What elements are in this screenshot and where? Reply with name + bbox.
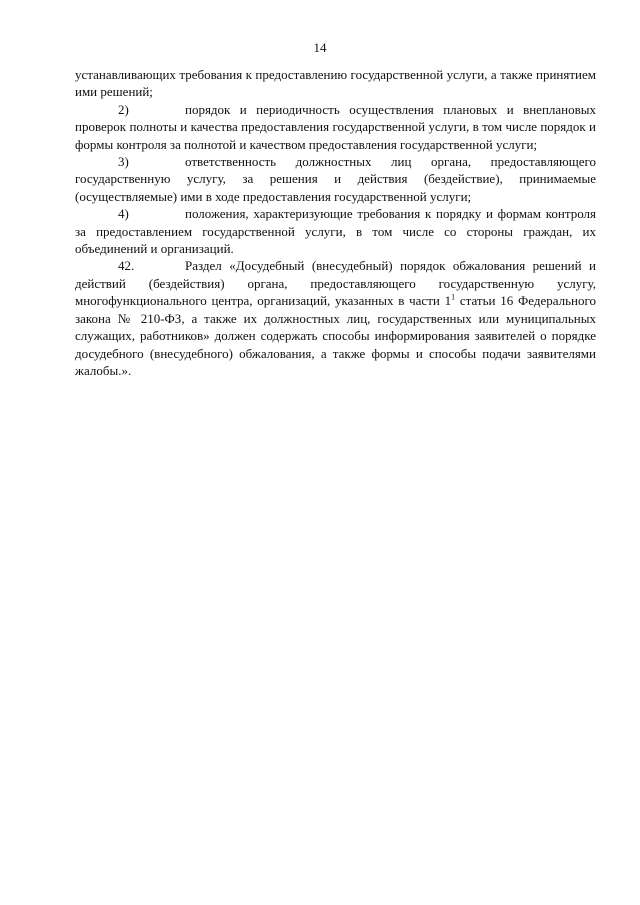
section-marker: 42. <box>118 258 135 274</box>
paragraph-text: ответственность должностных лиц органа, предоставляющего государственную услугу, за решения и действия (бездействие), принимаемые (осуществляемые) ими в ходе предоставления государственной услуги; <box>75 154 596 204</box>
paragraph-text: положения, характеризующие требования к порядку и формам контроля за предоставлением государственной услуги, в том числе со стороны граждан, их объединений и организаций. <box>75 206 596 257</box>
item-marker: 2) <box>118 101 129 117</box>
paragraph-text: порядок и периодичность осуществления плановых и внеплановых проверок полноты и качества предоставления государственной услуги, в том числе порядок и формы контроля за полнотой и качеством предоставления государственной услуги; <box>75 101 596 152</box>
paragraph-text: Раздел «Досудебный (внесудебный) порядок обжалования решений и действий (бездействия) органа, предоставляющего государственную услугу, многофункционального центра, организаций, указанных в части 1 <box>75 258 596 309</box>
item-marker: 4) <box>118 206 129 222</box>
paragraph-item-4 <box>75 205 596 257</box>
document-body <box>75 66 596 379</box>
page-number: 14 <box>313 40 327 55</box>
paragraph-text: устанавливающих требования к предоставлению государственной услуги, а также принятием ими решений; <box>75 67 596 100</box>
paragraph-section-42 <box>75 257 596 379</box>
superscript-index: 1 <box>451 292 456 302</box>
paragraph-item-3 <box>75 153 596 205</box>
paragraph-item-2 <box>75 101 596 153</box>
paragraph-continuation <box>75 66 596 101</box>
item-marker: 3) <box>118 154 129 170</box>
paragraph-text: статьи 16 Федерального закона № 210-ФЗ, а также их должностных лиц, государственных или муниципальных служащих, работников» должен содержать способы информирования заявителей о порядке досудебного (внесудебного) обжалования, а также формы и способы подачи заявителями жалобы.». <box>75 293 596 378</box>
